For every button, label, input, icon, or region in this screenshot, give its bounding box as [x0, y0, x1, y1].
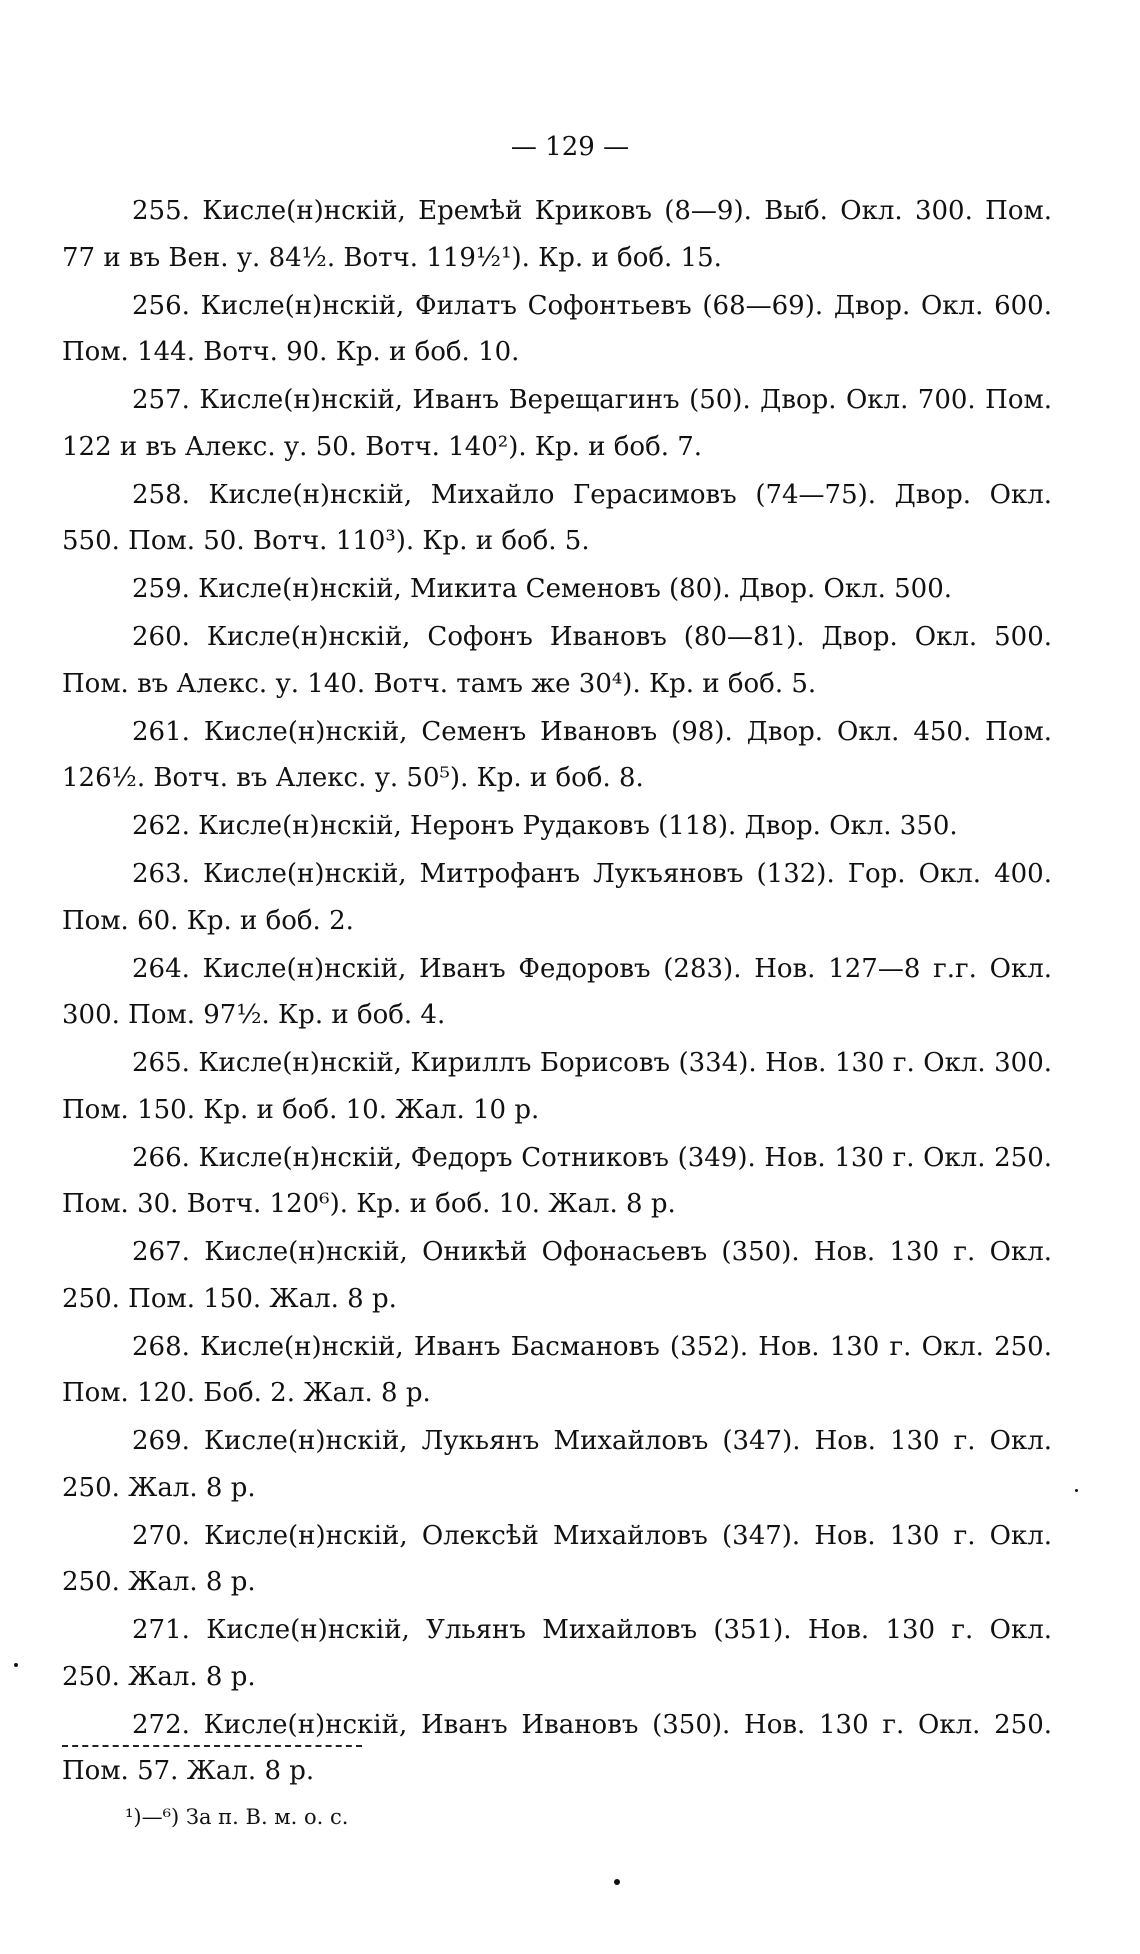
entry-263: 263. Кисле(н)нскій, Митрофанъ Лукъяновъ (132). Гор. Окл. 400. Пом. 60. Кр. и боб. 2. — [62, 859, 1052, 936]
entry-257: 257. Кисле(н)нскій, Иванъ Верещагинъ (50). Двор. Окл. 700. Пом. 122 и въ Алекс. у. 50. Вотч. 140²). Кр. и боб. 7. — [62, 385, 1052, 462]
entry-265: 265. Кисле(н)нскій, Кириллъ Борисовъ (334). Нов. 130 г. Окл. 300. Пом. 150. Кр. и боб. 10. Жал. 10 р. — [62, 1048, 1052, 1125]
print-speck — [1075, 1489, 1078, 1492]
footnote: ¹)—⁶) За п. В. м. о. с. — [125, 1805, 349, 1829]
entry-255: 255. Кисле(н)нскій, Еремѣй Криковъ (8—9). Выб. Окл. 300. Пом. 77 и въ Вен. у. 84½. Вотч. 119½¹). Кр. и боб. 15. — [62, 196, 1052, 273]
entry-259: 259. Кисле(н)нскій, Микита Семеновъ (80). Двор. Окл. 500. — [132, 574, 953, 604]
entry-268: 268. Кисле(н)нскій, Иванъ Басмановъ (352). Нов. 130 г. Окл. 250. Пом. 120. Боб. 2. Жал. 8 р. — [62, 1331, 1052, 1408]
entry-269: 269. Кисле(н)нскій, Лукьянъ Михайловъ (347). Нов. 130 г. Окл. 250. Жал. 8 р. — [62, 1426, 1052, 1503]
entry-262: 262. Кисле(н)нскій, Неронъ Рудаковъ (118). Двор. Окл. 350. — [132, 811, 958, 841]
print-speck — [614, 1879, 620, 1885]
entry-271: 271. Кисле(н)нскій, Ульянъ Михайловъ (351). Нов. 130 г. Окл. 250. Жал. 8 р. — [62, 1615, 1052, 1692]
entry-266: 266. Кисле(н)нскій, Федоръ Сотниковъ (349). Нов. 130 г. Окл. 250. Пом. 30. Вотч. 120⁶). Кр. и боб. 10. Жал. 8 р. — [62, 1142, 1052, 1219]
entry-267: 267. Кисле(н)нскій, Оникѣй Офонасьевъ (350). Нов. 130 г. Окл. 250. Пом. 150. Жал. 8 р. — [62, 1237, 1052, 1314]
entry-272: 272. Кисле(н)нскій, Иванъ Ивановъ (350). Нов. 130 г. Окл. 250. Пом. 57. Жал. 8 р. — [62, 1709, 1052, 1786]
entry-261: 261. Кисле(н)нскій, Семенъ Ивановъ (98). Двор. Окл. 450. Пом. 126½. Вотч. въ Алекс. у. 50⁵). Кр. и боб. 8. — [62, 716, 1052, 793]
page-number: — 129 — — [510, 132, 630, 162]
entry-258: 258. Кисле(н)нскій, Михайло Герасимовъ (74—75). Двор. Окл. 550. Пом. 50. Вотч. 110³). Кр. и боб. 5. — [62, 479, 1052, 556]
entry-256: 256. Кисле(н)нскій, Филатъ Софонтьевъ (68—69). Двор. Окл. 600. Пом. 144. Вотч. 90. Кр. и боб. 10. — [62, 290, 1052, 367]
footnote-separator — [62, 1745, 362, 1747]
entries-list — [62, 188, 1052, 1796]
entry-270: 270. Кисле(н)нскій, Олексѣй Михайловъ (347). Нов. 130 г. Окл. 250. Жал. 8 р. — [62, 1520, 1052, 1597]
print-speck — [14, 1663, 18, 1667]
entry-260: 260. Кисле(н)нскій, Софонъ Ивановъ (80—81). Двор. Окл. 500. Пом. въ Алекс. у. 140. Вотч. тамъ же 30⁴). Кр. и боб. 5. — [62, 622, 1052, 699]
entry-264: 264. Кисле(н)нскій, Иванъ Федоровъ (283). Нов. 127—8 г.г. Окл. 300. Пом. 97½. Кр. и боб. 4. — [62, 953, 1052, 1030]
